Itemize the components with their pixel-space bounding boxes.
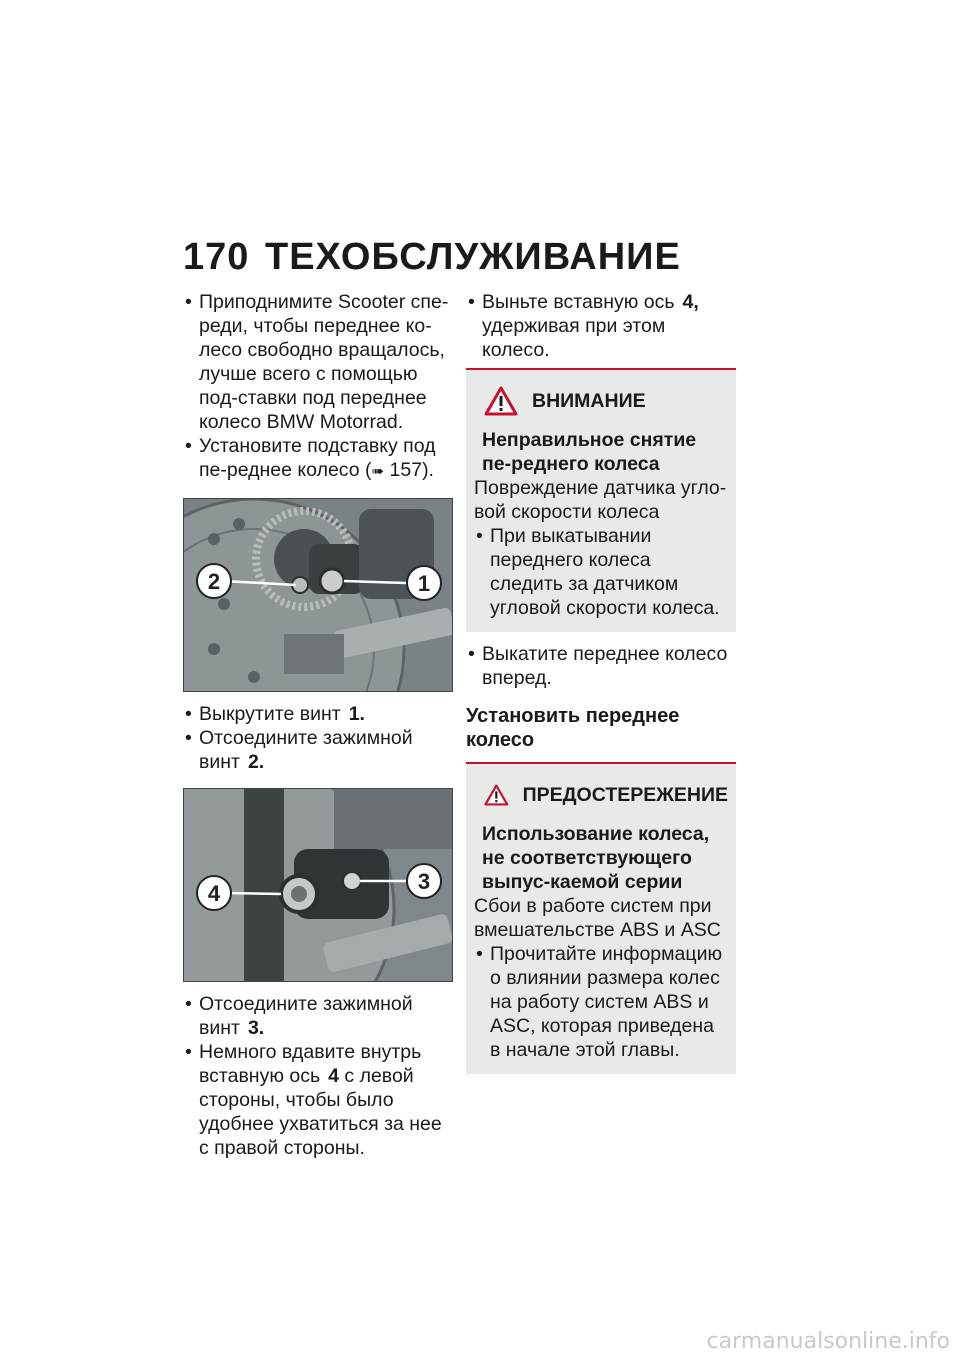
step-roll-wheel: • Выкатите переднее колесо вперед. <box>466 642 736 690</box>
section-title-install-wheel: Установить переднее колесо <box>466 705 680 751</box>
callout-2: 2 <box>207 569 221 594</box>
photo-axle-clamp <box>183 788 453 982</box>
photo-brake-caliper-screws <box>183 498 453 692</box>
warning2-text: Сбои в работе систем при вмешательстве ABS и ASC <box>474 895 721 941</box>
page-ref[interactable]: 157). <box>389 459 434 481</box>
warning1-title <box>484 386 728 416</box>
warning-box-attention <box>466 370 736 632</box>
callout-4: 4 <box>207 881 221 906</box>
warning-triangle-icon <box>484 386 518 416</box>
warning-box-caution <box>466 764 736 1074</box>
page-header <box>183 236 681 279</box>
watermark: carmanualsonline.info <box>706 1329 950 1354</box>
photo2-illustration <box>184 789 452 981</box>
step-push-axle: • Немного вдавите внутрь вставную ось 4 с левой стороны, чтобы было удобнее ухватиться за нее с правой стороны. <box>183 1040 451 1160</box>
callout-1: 1 <box>417 571 431 596</box>
warning1-label: ВНИМАНИЕ <box>532 390 646 412</box>
step-lift-scooter: • Приподнимите Scooter спе-реди, чтобы переднее ко-лесо свободно вращалось, лучше всего с помощью под-ставки под переднее колесо BMW Motorrad. <box>183 290 451 434</box>
right-column <box>466 290 736 1074</box>
step-install-stand: • Установите подставку под пе-реднее колесо (➠ 157). <box>183 434 451 484</box>
step-loosen-screw-2: • Отсоедините зажимной винт 2. <box>183 726 451 774</box>
warning1-bullet: • При выкатывании переднего колеса следить за датчиком угловой скорости колеса. <box>474 524 728 620</box>
callout-3: 3 <box>417 869 431 894</box>
page-title: ТЕХОБСЛУЖИВАНИЕ <box>265 236 681 278</box>
step-loosen-screw-3: • Отсоедините зажимной винт 3. <box>183 992 451 1040</box>
warning2-title <box>484 780 728 810</box>
page-ref-arrow-icon: ➠ <box>371 463 385 480</box>
warning2-heading: Использование колеса, не соответствующего выпус-каемой серии <box>482 823 710 893</box>
warning1-text: Повреждение датчика угло-вой скорости колеса <box>474 477 727 523</box>
warning-triangle-icon <box>484 780 509 810</box>
step-pull-axle: • Выньте вставную ось 4, удерживая при этом колесо. <box>466 290 736 362</box>
left-column <box>183 290 451 1160</box>
photo1-illustration <box>184 499 452 691</box>
page-number: 170 <box>183 236 250 278</box>
step-remove-screw-1: • Выкрутите винт 1. <box>183 702 451 726</box>
warning2-label: ПРЕДОСТЕРЕЖЕНИЕ <box>522 784 728 806</box>
warning2-bullet: • Прочитайте информацию о влиянии размера колес на работу систем ABS и ASC, которая приведена в начале этой главы. <box>474 942 728 1062</box>
warning1-heading: Неправильное снятие пе-реднего колеса <box>482 429 697 475</box>
